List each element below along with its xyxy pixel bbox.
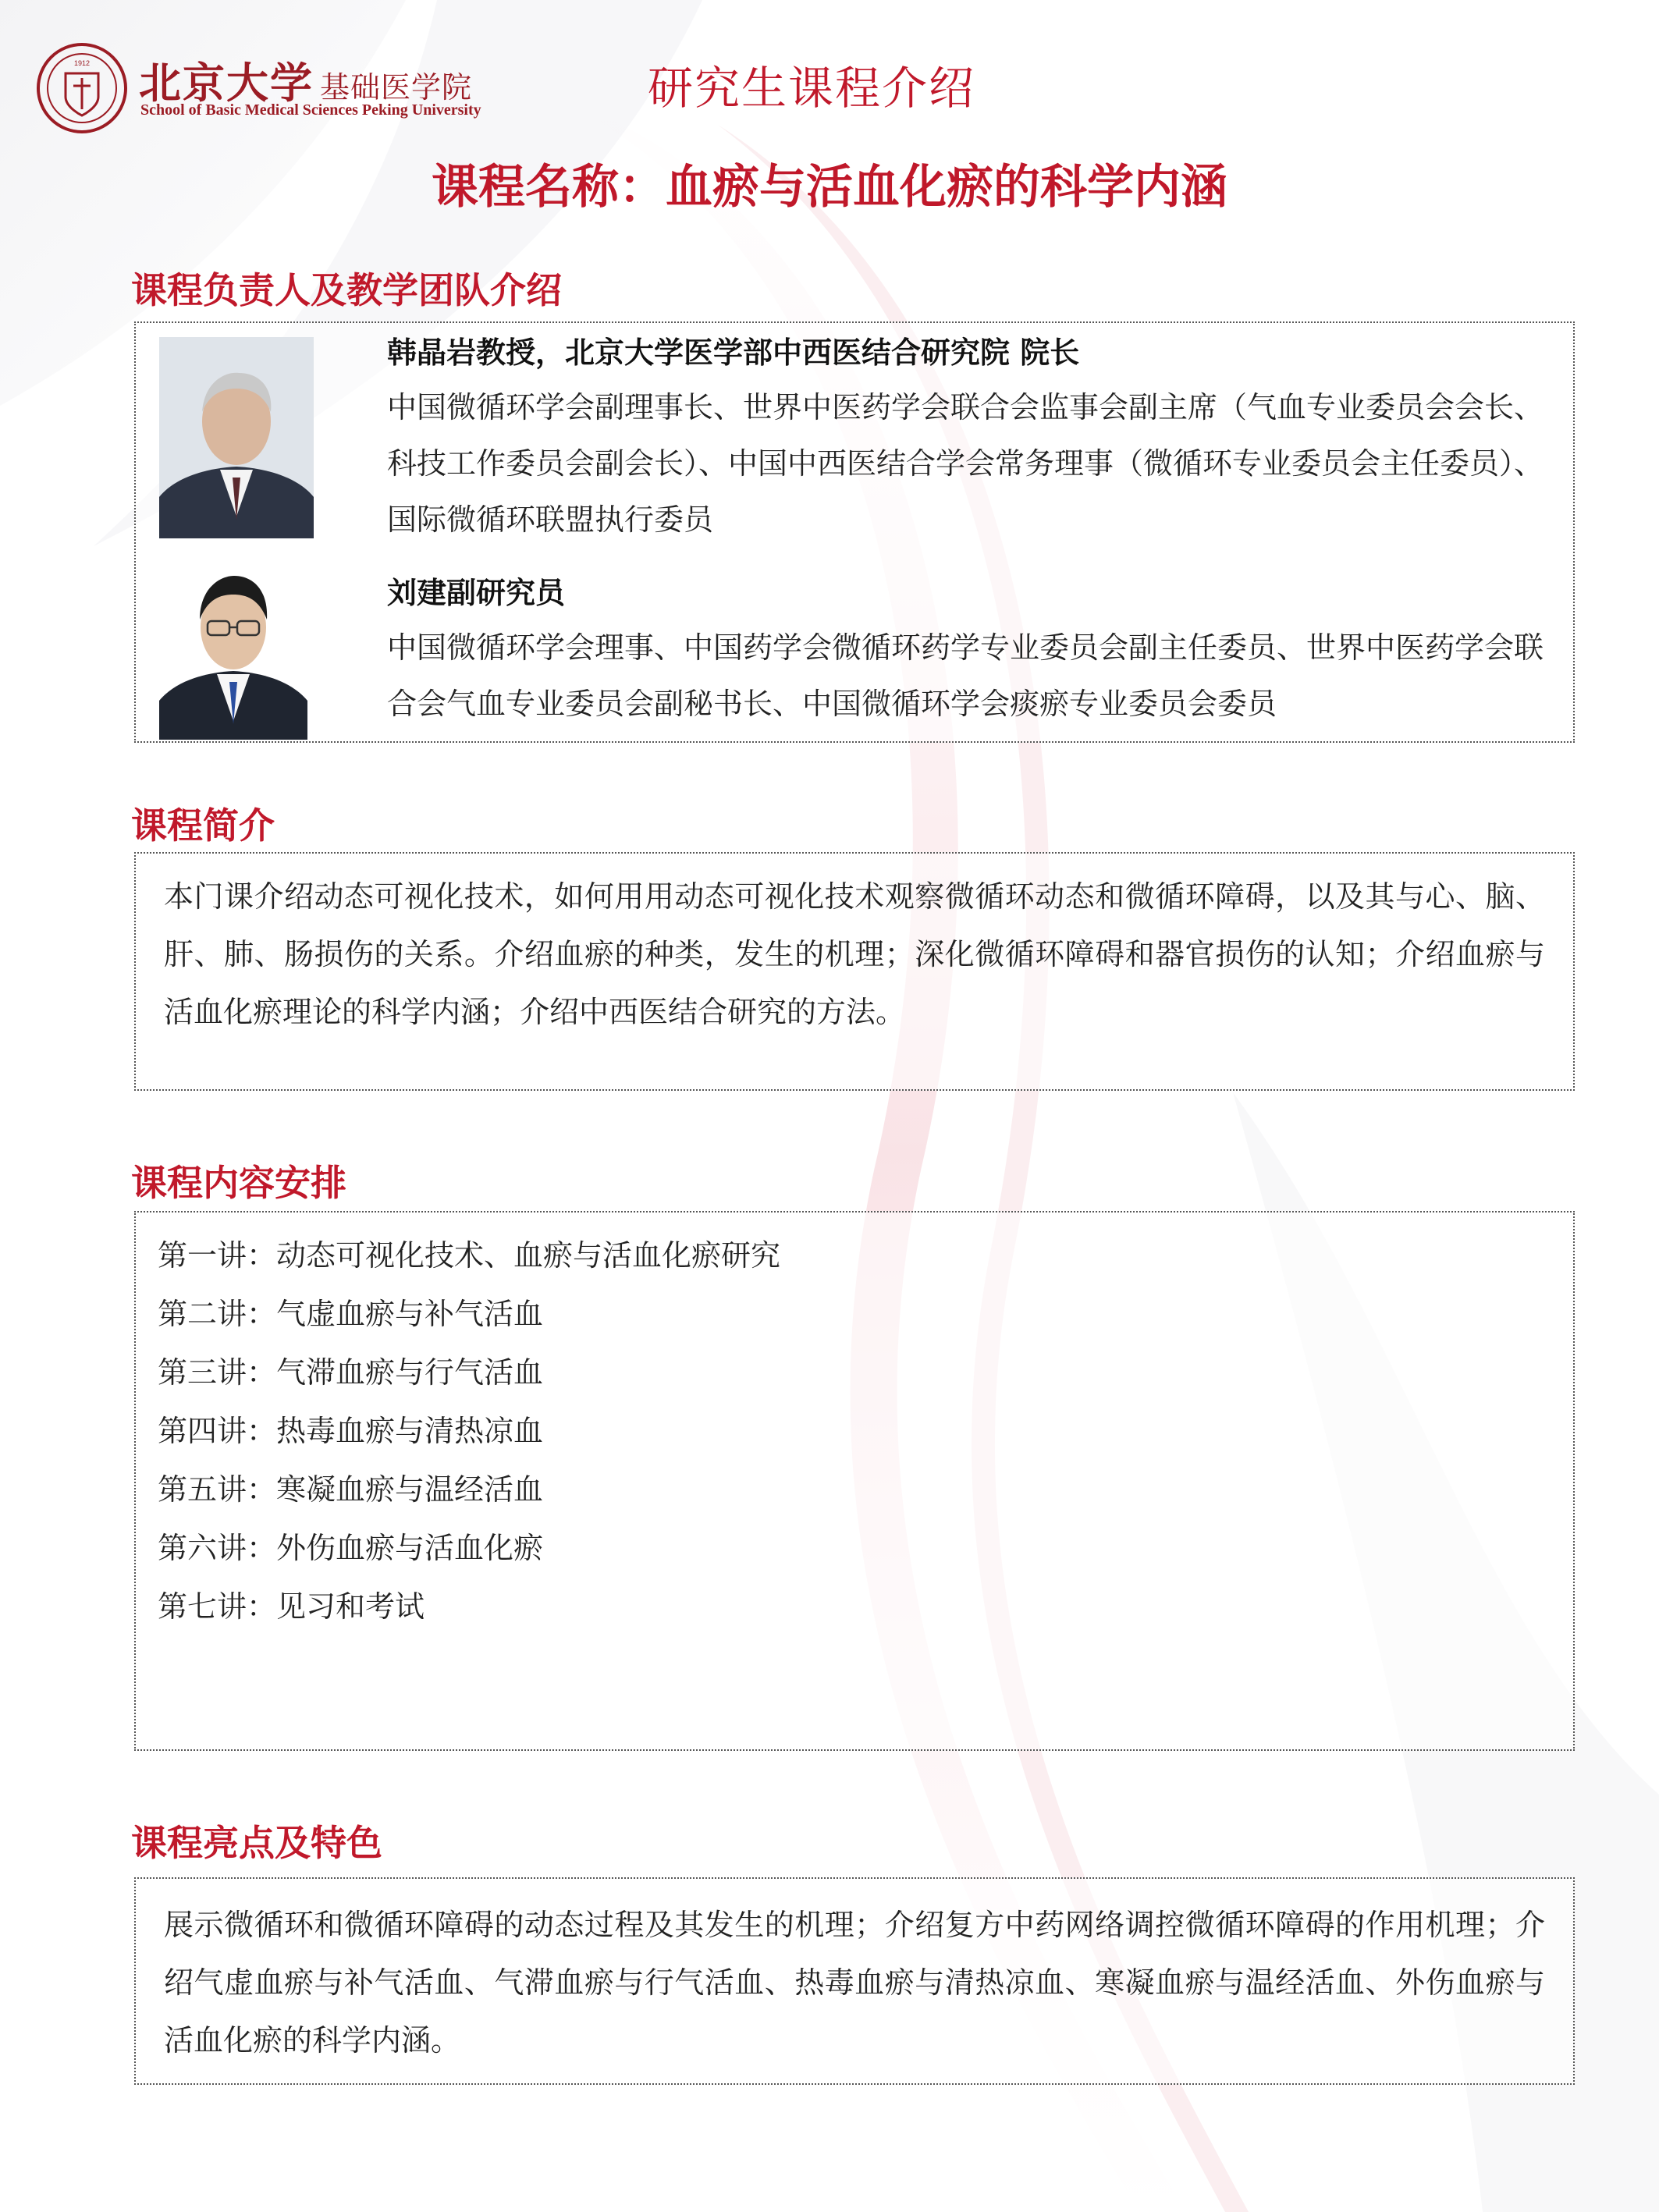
team-member-2 xyxy=(387,571,1550,732)
team-box xyxy=(134,321,1575,743)
researcher-liu-photo xyxy=(159,548,307,740)
highlights-box xyxy=(134,1877,1575,2085)
logo-school-name: 基础医学院 xyxy=(320,70,473,105)
lecture-item-6: 第六讲：外伤血瘀与活血化瘀 xyxy=(158,1531,544,1565)
professor-han-photo xyxy=(159,337,314,538)
intro-text: 本门课介绍动态可视化技术，如何用用动态可视化技术观察微循环动态和微循环障碍，以及其与心、脑、肝、肺、肠损伤的关系。介绍血瘀的种类，发生的机理；深化微循环障碍和器官损伤的认知；介绍血瘀与活血化瘀理论的科学内涵；介绍中西医结合研究的方法。 xyxy=(164,879,1545,1029)
member-1-name: 韩晶岩教授，北京大学医学部中西医结合研究院 院长 xyxy=(387,336,1080,370)
highlights-text: 展示微循环和微循环障碍的动态过程及其发生的机理；介绍复方中药网络调控微循环障碍的作用机理；介绍气虚血瘀与补气活血、气滞血瘀与行气活血、热毒血瘀与清热凉血、寒凝血瘀与温经活血、外伤血瘀与活血化瘀的科学内涵。 xyxy=(164,1908,1545,2058)
lecture-item-5: 第五讲：寒凝血瘀与温经活血 xyxy=(158,1472,544,1507)
course-title: 课程名称：血瘀与活血化瘀的科学内涵 xyxy=(432,160,1227,215)
schedule-box xyxy=(134,1211,1575,1751)
lecture-item-2: 第二讲：气虚血瘀与补气活血 xyxy=(158,1297,544,1331)
lecture-item-3: 第三讲：气滞血瘀与行气活血 xyxy=(158,1355,544,1390)
logo-english-name: School of Basic Medical Sciences Peking University xyxy=(140,101,481,119)
logo-university-name: 北京大学 xyxy=(139,58,314,108)
lecture-item-1: 第一讲：动态可视化技术、血瘀与活血化瘀研究 xyxy=(158,1238,781,1273)
highlights-heading: 课程亮点及特色 xyxy=(131,1822,382,1864)
lecture-item-7: 第七讲：见习和考试 xyxy=(158,1589,425,1624)
intro-heading: 课程简介 xyxy=(131,804,275,847)
member-2-bio: 中国微循环学会理事、中国药学会微循环药学专业委员会副主任委员、世界中医药学会联合会气血专业委员会副秘书长、中国微循环学会痰瘀专业委员会委员 xyxy=(387,630,1544,721)
team-member-1 xyxy=(387,331,1550,548)
team-heading: 课程负责人及教学团队介绍 xyxy=(131,269,562,311)
seal-year: 1912 xyxy=(73,59,91,67)
member-2-name: 刘建副研究员 xyxy=(387,576,566,610)
lecture-list xyxy=(136,1213,1573,1636)
university-seal-icon xyxy=(36,42,128,134)
document-title: 研究生课程介绍 xyxy=(648,62,976,115)
member-1-bio: 中国微循环学会副理事长、世界中医药学会联合会监事会副主席（气血专业委员会会长、科技工作委员会副会长）、中国中西医结合学会常务理事（微循环专业委员会主任委员）、国际微循环联盟执行委员 xyxy=(387,390,1544,537)
lecture-item-4: 第四讲：热毒血瘀与清热凉血 xyxy=(158,1414,544,1448)
intro-box xyxy=(134,852,1575,1091)
schedule-heading: 课程内容安排 xyxy=(131,1162,346,1204)
